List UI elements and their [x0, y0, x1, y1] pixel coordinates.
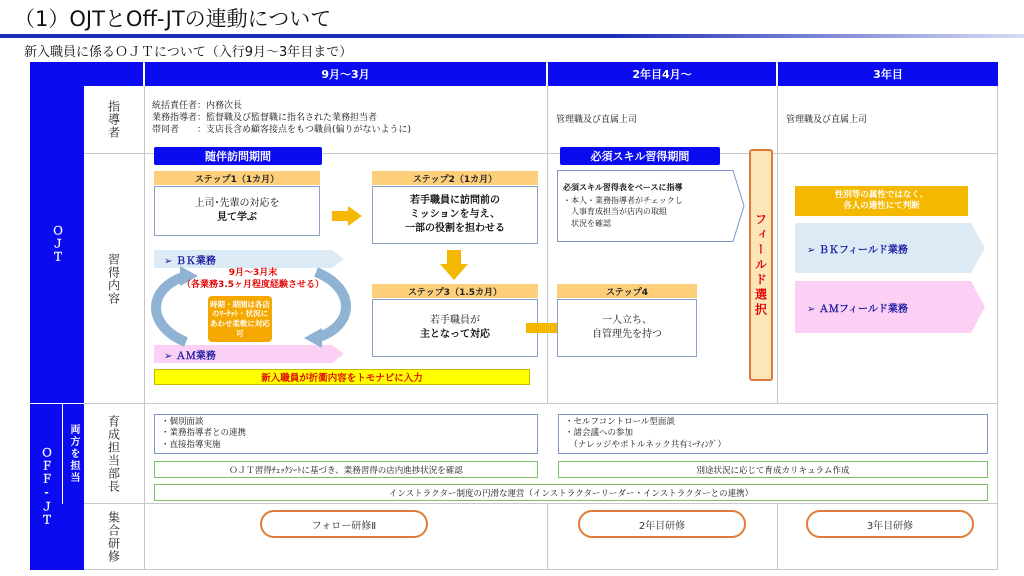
- accompany-period-title: 随伴訪問期間: [154, 147, 322, 165]
- step3-text-strong: 主となって対応: [420, 329, 490, 340]
- step3-box: [372, 299, 538, 357]
- leader-c3-text: 管理職及び直属上司: [786, 115, 868, 125]
- step1-text: 上司･先輩の対応を: [194, 198, 280, 209]
- manager-line: （ナレッジやポトルネック共有ﾐｰﾃｨﾝｸﾞ）: [565, 439, 726, 450]
- cycle-center-note: 時期・期間は各店のﾏｰｹｯﾄ・状況にあわせ柔軟に対応可: [208, 296, 272, 342]
- follow-training-pill: フォロー研修Ⅱ: [260, 510, 428, 538]
- manager-line: ・業務指導者との連携: [161, 428, 247, 439]
- curriculum-box: 別途状況に応じて育成カリキュラム作成: [558, 461, 988, 478]
- bk-business-label: ➢ ＢＫ業務: [164, 255, 216, 267]
- step2-label: ステップ2（1カ月）: [372, 171, 538, 185]
- side-label-both: 両方を担当: [62, 404, 84, 504]
- skill-line: 人事育成担当が店内の取組: [563, 207, 667, 217]
- arrow-down-icon: [440, 250, 468, 280]
- skill-line: 状況を確認: [563, 218, 611, 228]
- skill-head: 必須スキル習得表をベースに指導: [563, 183, 683, 192]
- arrow-right-icon: [332, 206, 362, 226]
- cycle-period-line: 9月～3月末: [228, 268, 278, 278]
- leader-line: 統括責任者：内務次長: [152, 101, 243, 111]
- step3-text: 若手職員が: [430, 315, 480, 326]
- row-label-manager: 育成担当部長: [84, 404, 145, 504]
- instructor-box: インストラクター制度の円滑な運営（インストラクターリーダー・インストラクターとの連携）: [154, 484, 988, 501]
- skill-text: [563, 182, 683, 229]
- cycle-period-line: （各業務3.5ヶ月程度経験させる）: [182, 279, 324, 290]
- manager-line: ・個別面談: [161, 417, 204, 427]
- step4-text: 自管理先を持つ: [592, 329, 662, 340]
- step3-label: ステップ3（1.5カ月）: [372, 284, 538, 298]
- column-header-year3: 3年目: [778, 62, 998, 86]
- page-subtitle: 新入職員に係るＯＪＴについて（入行9月～3年目まで）: [24, 45, 353, 60]
- row-label-group-training: 集合研修: [84, 504, 145, 570]
- field-selection-bar: フィールド選択: [749, 149, 773, 381]
- step4-label: ステップ4: [557, 284, 697, 298]
- leader-line: 帯同者 ：支店長含め顧客接点をもつ職員(偏りがないように): [152, 125, 412, 136]
- am-business-label: ➢ ＡＭ業務: [164, 350, 216, 362]
- page-title: （1）OJTとOff-JTの連動について: [14, 7, 332, 31]
- leader-c2-text: 管理職及び直属上司: [556, 115, 638, 125]
- column-header-sep-mar: 9月～3月: [145, 62, 547, 86]
- step2-text: 一部の役割を担わせる: [405, 223, 505, 234]
- aptitude-line: 各人の適性にて判断: [843, 201, 920, 211]
- am-field-label: ➢ ＡＭフィールド業務: [807, 303, 908, 315]
- title-underline: [0, 34, 1024, 38]
- skill-line: ・本人・業務指導者がチェックし: [563, 195, 683, 205]
- step4-text: 一人立ち、: [602, 315, 652, 326]
- bk-field-label: ➢ ＢＫフィールド業務: [807, 244, 908, 256]
- step2-text: ミッションを与え、: [409, 209, 501, 220]
- check-sheet-box: ＯＪＴ習得ﾁｪｯｸｼｰﾄに基づき、業務習得の店内進捗状況を確認: [154, 461, 538, 478]
- year3-training-pill: 3年目研修: [806, 510, 974, 538]
- skill-period-title: 必須スキル習得期間: [560, 147, 720, 165]
- step4-box: [557, 299, 697, 357]
- side-label-ojt: ＯＪＴ: [30, 86, 84, 404]
- column-header-year2: 2年目4月～: [548, 62, 777, 86]
- aptitude-line: 性別等の属性ではなく、: [834, 189, 929, 200]
- leader-line: 業務指導者：監督職及び監督職に指名された業務担当者: [152, 113, 378, 124]
- step2-text: 若手職員に訪問前の: [410, 195, 500, 206]
- manager-line: ・セルフコントロール型面談: [565, 417, 675, 427]
- manager-c23-box: [558, 414, 988, 454]
- row-label-content: 習得内容: [84, 154, 145, 404]
- step2-box: [372, 186, 538, 244]
- manager-line: ・諸会議への参加: [565, 428, 634, 439]
- header-corner: [30, 62, 144, 86]
- notice-bar: 新入職員が折衝内容をトモナビに入力: [154, 369, 530, 385]
- step1-box: [154, 186, 320, 236]
- side-label-offjt: ＯＦＦ-ＪＴ: [30, 404, 62, 570]
- step1-text-strong: 見て学ぶ: [217, 212, 257, 223]
- leader-c1-text: [152, 100, 411, 136]
- cycle-period-text: [178, 268, 328, 291]
- row-label-leader: 指導者: [84, 86, 145, 154]
- year2-training-pill: 2年目研修: [578, 510, 746, 538]
- manager-line: ・直接指導実施: [161, 439, 221, 450]
- step1-label: ステップ1（1カ月）: [154, 171, 320, 185]
- manager-c1-box: [154, 414, 538, 454]
- side-label-offjt-lower: [62, 504, 84, 570]
- aptitude-note: [795, 186, 968, 216]
